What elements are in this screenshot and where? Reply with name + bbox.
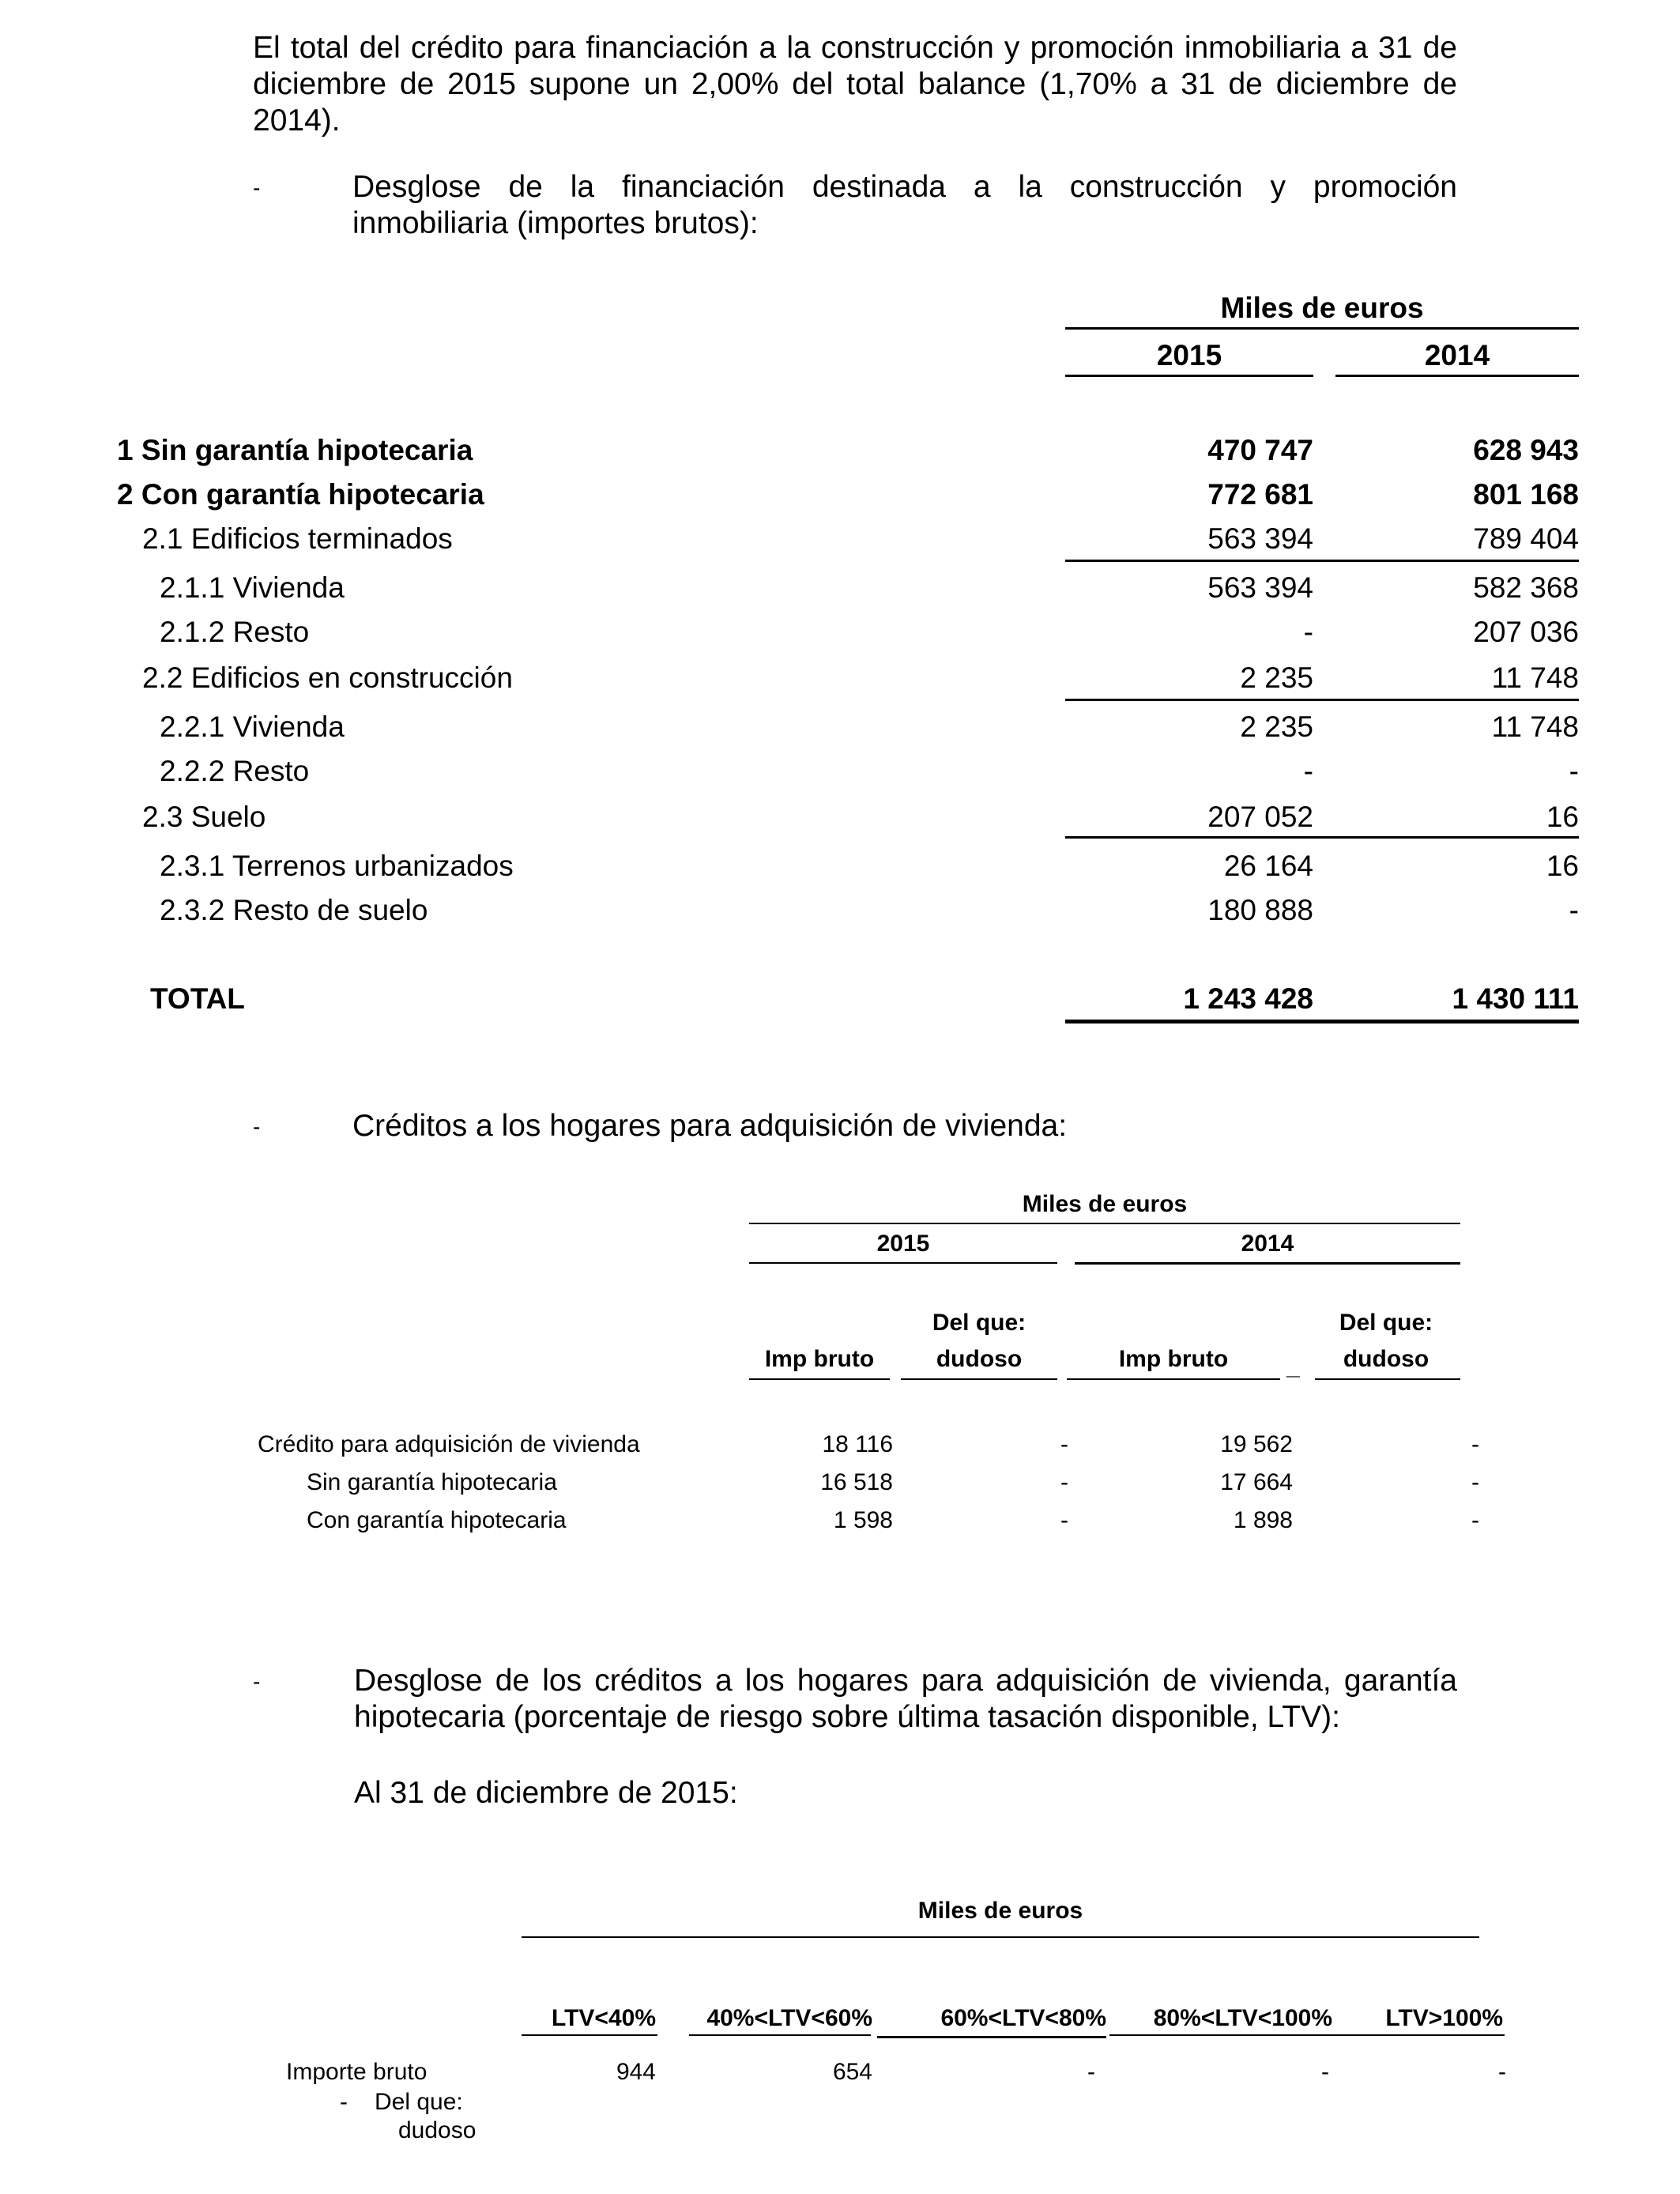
s1-row-label: 2.2.2 Resto bbox=[160, 755, 310, 787]
s3-col-rule bbox=[877, 2036, 1106, 2038]
intro-line-2: diciembre de 2015 supone un 2,00% del total balance (1,70% a 31 de diciembre de bbox=[253, 67, 1457, 101]
s3-row-value: - bbox=[1498, 2059, 1506, 2085]
s1-row-2015: 207 052 bbox=[1207, 801, 1313, 833]
s2-imp-2015: Imp bruto bbox=[764, 1346, 875, 1372]
s2-del-2015-l2: dudoso bbox=[936, 1346, 1023, 1372]
section3-title-l2: hipotecaria (porcentaje de riesgo sobre última tasación disponible, LTV): bbox=[354, 1700, 1340, 1734]
s1-total-2014: 1 430 111 bbox=[1452, 982, 1579, 1015]
s1-row-label: 2.3.1 Terrenos urbanizados bbox=[160, 850, 514, 882]
bullet-3: - bbox=[253, 1669, 261, 1694]
s2-del-2015-rule bbox=[901, 1378, 1057, 1380]
s2-col-2015-rule bbox=[749, 1262, 1057, 1264]
s1-total-rule bbox=[1065, 1020, 1579, 1023]
s3-row-value: 654 bbox=[832, 2059, 872, 2085]
intro-line-3: 2014). bbox=[253, 104, 341, 138]
s3-del-dash: - bbox=[340, 2089, 348, 2115]
s1-row-label: 2.2.1 Vivienda bbox=[160, 711, 345, 743]
s2-row-2015-imp: 16 518 bbox=[820, 1469, 893, 1495]
s2-unit-rule bbox=[749, 1223, 1460, 1224]
s1-row-2015: 26 164 bbox=[1223, 850, 1313, 882]
s2-row-2015-imp: 1 598 bbox=[833, 1507, 893, 1533]
s1-row-2014: - bbox=[1569, 755, 1579, 787]
s1-row-2015: 563 394 bbox=[1207, 571, 1313, 604]
s1-row-2015: 2 235 bbox=[1240, 711, 1313, 743]
s1-row-2015: - bbox=[1303, 616, 1313, 648]
s2-del-2014-rule bbox=[1315, 1378, 1460, 1380]
s2-col-2014-rule bbox=[1075, 1262, 1460, 1265]
s1-row-2014: 801 168 bbox=[1473, 478, 1579, 511]
s1-row-2014: - bbox=[1569, 894, 1579, 926]
s2-row-2015-imp: 18 116 bbox=[822, 1431, 893, 1457]
s2-del-2014-l2: dudoso bbox=[1343, 1346, 1430, 1372]
s2-row-2015-del: - bbox=[1060, 1469, 1068, 1495]
s3-col-rule bbox=[1334, 2034, 1505, 2036]
s3-col-header: LTV>100% bbox=[1385, 2005, 1503, 2031]
s2-row-2014-imp: 17 664 bbox=[1220, 1469, 1293, 1495]
s1-subtotal-rule bbox=[1065, 836, 1579, 839]
s1-col-2015-rule bbox=[1065, 375, 1313, 377]
s3-col-header: LTV<40% bbox=[552, 2005, 656, 2031]
s3-unit-rule bbox=[522, 1936, 1479, 1938]
s2-row-label: Crédito para adquisición de vivienda bbox=[258, 1431, 640, 1457]
s3-col-header: 60%<LTV<80% bbox=[940, 2005, 1106, 2031]
s2-row-2014-imp: 1 898 bbox=[1233, 1507, 1293, 1533]
s2-row-2014-del: - bbox=[1471, 1431, 1479, 1457]
s1-row-label: 2.3 Suelo bbox=[142, 801, 266, 833]
section1-title-l2: inmobiliaria (importes brutos): bbox=[352, 206, 759, 240]
intro-line-1: El total del crédito para financiación a la construcción y promoción inmobiliaria a 31 de bbox=[253, 31, 1457, 65]
s1-total-2015: 1 243 428 bbox=[1183, 982, 1313, 1015]
s3-col-rule bbox=[522, 2034, 657, 2036]
s3-unit-header: Miles de euros bbox=[917, 1898, 1083, 1924]
s2-underscore: _ bbox=[1286, 1354, 1300, 1380]
s1-row-2014: 582 368 bbox=[1473, 571, 1579, 604]
s1-col-2014-rule bbox=[1335, 375, 1579, 377]
s1-unit-rule bbox=[1065, 327, 1579, 330]
s2-row-label: Con garantía hipotecaria bbox=[307, 1507, 567, 1533]
s2-del-2015-l1: Del que: bbox=[932, 1310, 1026, 1336]
s3-row-value: - bbox=[1087, 2059, 1095, 2085]
s3-del-l2: dudoso bbox=[398, 2117, 477, 2143]
s3-col-header: 40%<LTV<60% bbox=[706, 2005, 872, 2031]
s1-row-2015: 563 394 bbox=[1207, 522, 1313, 555]
s3-del-l1: Del que: bbox=[375, 2089, 463, 2115]
s1-row-2015: 2 235 bbox=[1240, 662, 1313, 694]
s3-col-header: 80%<LTV<100% bbox=[1153, 2005, 1332, 2031]
s1-row-2014: 207 036 bbox=[1473, 616, 1579, 648]
s1-row-label: 2.2 Edificios en construcción bbox=[142, 662, 513, 694]
s1-subtotal-rule bbox=[1065, 699, 1579, 701]
s2-row-2015-del: - bbox=[1060, 1507, 1068, 1533]
s2-imp-2015-rule bbox=[749, 1378, 890, 1380]
s2-row-2015-del: - bbox=[1060, 1431, 1068, 1457]
s1-row-2014: 789 404 bbox=[1473, 522, 1579, 555]
s1-row-2014: 16 bbox=[1546, 801, 1579, 833]
s1-unit-header: Miles de euros bbox=[1220, 292, 1424, 324]
s3-col-rule bbox=[1109, 2034, 1334, 2036]
s1-col-2015: 2015 bbox=[1156, 339, 1222, 371]
s2-row-2014-imp: 19 562 bbox=[1220, 1431, 1293, 1457]
s1-row-2015: - bbox=[1303, 755, 1313, 787]
s2-col-2015: 2015 bbox=[876, 1231, 930, 1257]
s1-row-2015: 772 681 bbox=[1207, 478, 1313, 511]
section3-title-l1: Desglose de los créditos a los hogares para adquisición de vivienda, garantía bbox=[354, 1664, 1457, 1698]
s1-row-2014: 11 748 bbox=[1491, 711, 1579, 743]
s1-row-2014: 628 943 bbox=[1473, 434, 1579, 466]
section2-title: Créditos a los hogares para adquisición de vivienda: bbox=[352, 1109, 1068, 1143]
s2-unit-header: Miles de euros bbox=[1022, 1191, 1188, 1217]
s2-row-label: Sin garantía hipotecaria bbox=[307, 1469, 557, 1495]
s3-row-value: 944 bbox=[616, 2059, 656, 2085]
s2-imp-2014: Imp bruto bbox=[1118, 1346, 1229, 1372]
s1-subtotal-rule bbox=[1065, 560, 1579, 562]
s2-row-2014-del: - bbox=[1471, 1469, 1479, 1495]
s2-row-2014-del: - bbox=[1471, 1507, 1479, 1533]
bullet-1: - bbox=[253, 175, 261, 200]
s1-row-2015: 180 888 bbox=[1207, 894, 1313, 926]
s1-total-label: TOTAL bbox=[150, 982, 245, 1015]
s2-imp-2014-rule bbox=[1067, 1378, 1280, 1380]
s1-col-2014: 2014 bbox=[1424, 339, 1490, 371]
s1-row-2014: 16 bbox=[1546, 850, 1579, 882]
s1-row-label: 1 Sin garantía hipotecaria bbox=[117, 434, 473, 466]
section1-title-l1: Desglose de la financiación destinada a la construcción y promoción bbox=[352, 170, 1457, 204]
s2-del-2014-l1: Del que: bbox=[1339, 1310, 1433, 1336]
s2-col-2014: 2014 bbox=[1241, 1231, 1294, 1257]
s1-row-label: 2 Con garantía hipotecaria bbox=[117, 478, 484, 511]
s1-row-label: 2.1 Edificios terminados bbox=[142, 522, 453, 555]
s3-row-label: Importe bruto bbox=[286, 2059, 428, 2085]
bullet-2: - bbox=[253, 1114, 261, 1139]
s1-row-2015: 470 747 bbox=[1207, 434, 1313, 466]
s3-row-value: - bbox=[1321, 2059, 1329, 2085]
s1-row-label: 2.1.2 Resto bbox=[160, 616, 310, 648]
s1-row-label: 2.3.2 Resto de suelo bbox=[160, 894, 428, 926]
section3-date: Al 31 de diciembre de 2015: bbox=[354, 1776, 738, 1810]
s1-row-2014: 11 748 bbox=[1491, 662, 1579, 694]
s1-row-label: 2.1.1 Vivienda bbox=[160, 571, 345, 604]
s3-col-rule bbox=[689, 2034, 871, 2036]
